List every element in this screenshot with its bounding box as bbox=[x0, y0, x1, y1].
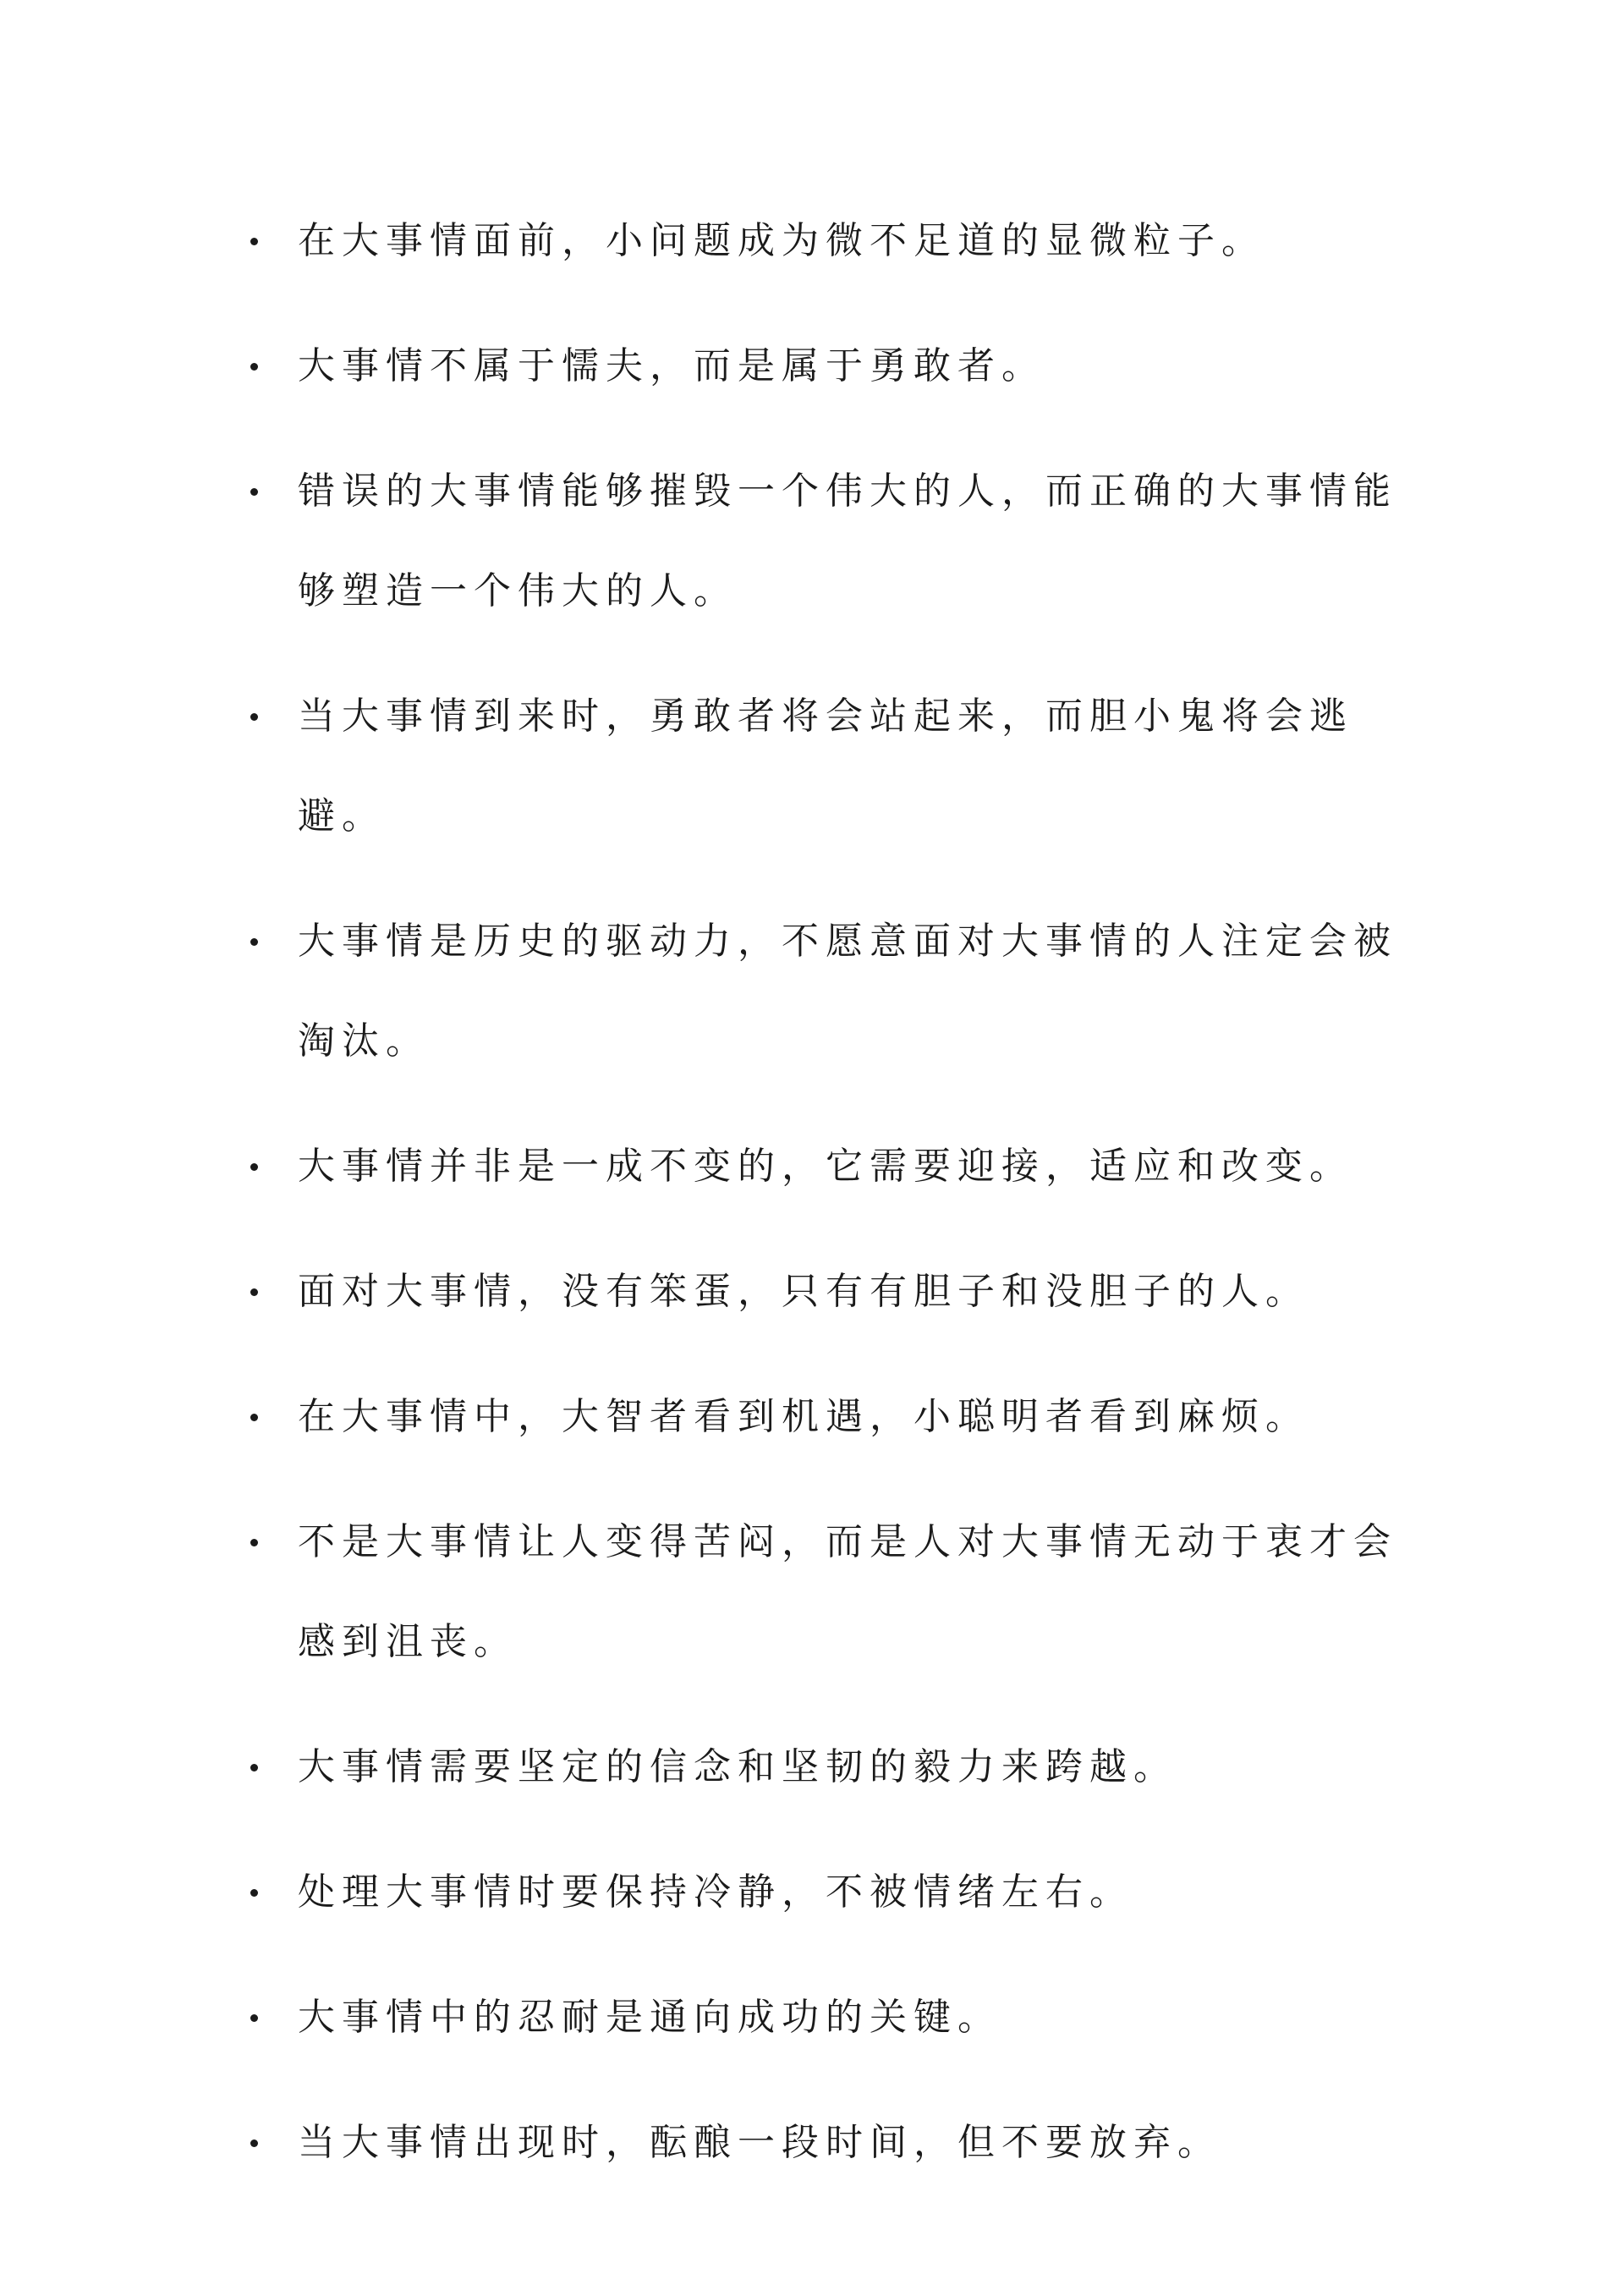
list-item-text: 大事情需要坚定的信念和坚韧的毅力来跨越。 bbox=[298, 1745, 1177, 1788]
bullet-icon bbox=[250, 1414, 258, 1421]
bullet-list bbox=[239, 191, 1406, 2218]
list-item-text: 面对大事情，没有笨蛋，只有有胆子和没胆子的人。 bbox=[298, 1270, 1309, 1313]
list-item bbox=[239, 1367, 1406, 1467]
list-item-text: 当大事情到来时，勇敢者将会站起来，而胆小鬼将会逃避。 bbox=[298, 695, 1353, 838]
list-item-text: 错误的大事情能够摧毁一个伟大的人，而正确的大事情能够塑造一个伟大的人。 bbox=[298, 470, 1397, 612]
list-item-text: 大事情中的忍耐是通向成功的关键。 bbox=[298, 1996, 1001, 2039]
list-item-text: 不是大事情让人变得苦闷，而是人对大事情无动于衷才会感到沮丧。 bbox=[298, 1520, 1397, 1663]
bullet-icon bbox=[250, 1539, 258, 1546]
bullet-icon bbox=[250, 938, 258, 946]
list-item-text: 大事情不属于懦夫，而是属于勇敢者。 bbox=[298, 344, 1045, 387]
list-item-text: 处理大事情时要保持冷静，不被情绪左右。 bbox=[298, 1870, 1133, 1914]
list-item-text: 在大事情中，大智者看到机遇，小聪明者看到麻烦。 bbox=[298, 1395, 1309, 1438]
list-item-text: 大事情并非是一成不变的，它需要迎接，适应和改变。 bbox=[298, 1145, 1353, 1188]
list-item bbox=[239, 316, 1406, 416]
bullet-icon bbox=[250, 1288, 258, 1296]
list-item-text: 当大事情出现时，酝酿一段时间，但不要放弃。 bbox=[298, 2121, 1221, 2164]
list-item bbox=[239, 1843, 1406, 1942]
bullet-icon bbox=[250, 238, 258, 245]
list-item bbox=[239, 191, 1406, 291]
list-item-text: 大事情是历史的驱动力，不愿意面对大事情的人注定会被淘汰。 bbox=[298, 920, 1397, 1063]
list-item bbox=[239, 1242, 1406, 1342]
list-item bbox=[239, 1117, 1406, 1217]
list-item bbox=[239, 1717, 1406, 1817]
list-item bbox=[239, 667, 1406, 866]
bullet-icon bbox=[250, 2139, 258, 2147]
list-item-text: 在大事情面前，小问题成为微不足道的显微粒子。 bbox=[298, 219, 1265, 262]
bullet-icon bbox=[250, 1889, 258, 1897]
bullet-icon bbox=[250, 363, 258, 371]
bullet-icon bbox=[250, 1163, 258, 1171]
bullet-icon bbox=[250, 1764, 258, 1771]
list-item bbox=[239, 1492, 1406, 1692]
list-item bbox=[239, 1968, 1406, 2068]
list-item bbox=[239, 442, 1406, 641]
bullet-icon bbox=[250, 2014, 258, 2022]
bullet-icon bbox=[250, 713, 258, 721]
list-item bbox=[239, 2093, 1406, 2193]
list-item bbox=[239, 892, 1406, 1091]
bullet-icon bbox=[250, 488, 258, 496]
